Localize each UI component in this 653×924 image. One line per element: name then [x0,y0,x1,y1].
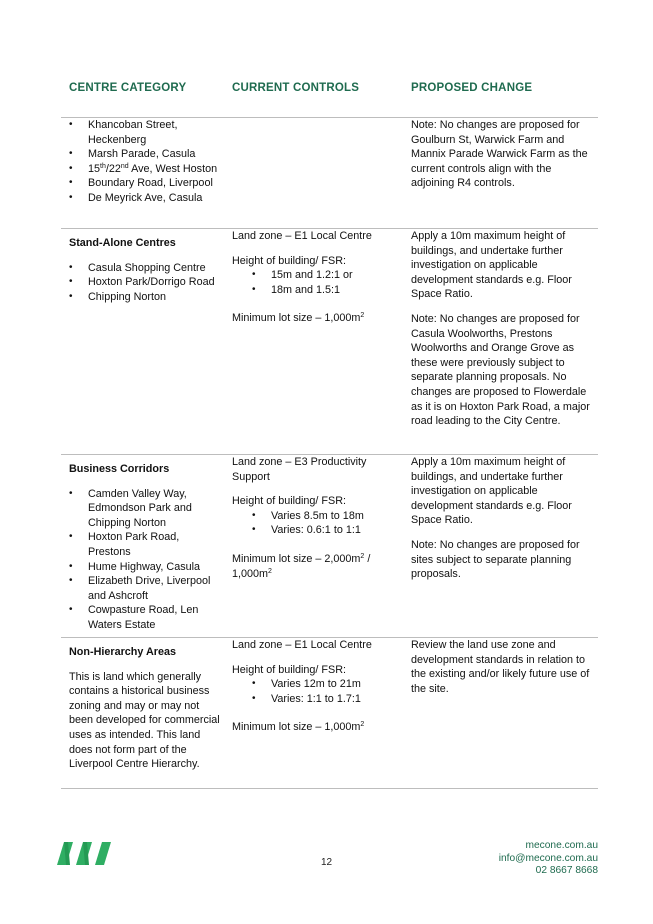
table-rule [61,788,598,789]
land-zone: Land zone – E3 Productivity Support [232,456,367,483]
category-description: This is land which generally contains a historical business zoning and may or may not been developed for commercial uses as intended. This land does not form part of the Liverpool Centre Hierarchy. [69,670,220,771]
row0-proposed-cell [411,118,594,191]
website-link[interactable]: mecone.com.au [525,840,598,851]
row1-proposed-cell [411,229,594,429]
category-title: Stand-Alone Centres [69,237,176,249]
category-title: Business Corridors [69,463,170,475]
list-item: • Casula Shopping Centre [69,261,221,276]
list-item: • Camden Valley Way, Edmondson Park and Chipping Norton [69,487,221,531]
row2-category-cell [69,462,221,633]
list-item: • 15th/22nd Ave, West Hoston [69,162,221,177]
phone-number: 02 8667 8668 [535,865,598,877]
height-item: • Varies: 0.6:1 to 1:1 [252,523,400,538]
contact-block [499,840,598,878]
height-item: • Varies 8.5m to 18m [252,509,400,524]
row3-current-cell [232,638,400,735]
land-zone: Land zone – E1 Local Centre [232,639,372,651]
proposed-note: Note: No changes are proposed for sites subject to separate planning proposals. [411,538,580,581]
min-lot-size: Minimum lot size – $1,000m^2$ [232,312,365,325]
list-item: • Cowpasture Road, Len Waters Estate [69,603,221,632]
proposed-note: Note: No changes are proposed for Casula Woolworths, Prestons Woolworths and Orange Grove as these were previously subject to separate planning proposals. No changes are proposed to Flowerdale as it is on Hoxton Park Road, a major road leading to the City Centre. [411,312,590,428]
row3-proposed-cell [411,638,594,696]
row1-current-cell [232,229,400,326]
header-current-controls: CURRENT CONTROLS [232,82,360,94]
height-item: • 15m and 1.2:1 or [252,268,400,283]
proposed-change: Apply a 10m maximum height of buildings, and undertake further investigation on applicable development standards e.g. Floor Space Ratio. [411,456,572,527]
min-lot-size: Minimum lot size – $2,000m^2 / 1,000m^2$ [232,552,371,580]
page-number: 12 [320,857,333,868]
header-proposed-change: PROPOSED CHANGE [411,82,533,94]
list-item: • Hume Highway, Casula [69,560,221,575]
height-item: • Varies 12m to 21m [252,677,400,692]
height-label: Height of building/ FSR: [232,663,347,676]
min-lot-size: Minimum lot size – $1,000m^2$ [232,721,365,734]
list-item: • Hoxton Park/Dorrigo Road [69,275,221,290]
land-zone: Land zone – E1 Local Centre [232,230,372,242]
category-title: Non-Hierarchy Areas [69,646,177,658]
row2-proposed-cell [411,455,594,582]
list-item: • Marsh Parade, Casula [69,147,221,162]
list-item: • De Meyrick Ave, Casula [69,191,221,206]
email-link[interactable]: info@mecone.com.au [498,852,598,864]
list-item: • Elizabeth Drive, Liverpool and Ashcroft [69,574,221,603]
proposed-note: Note: No changes are proposed for Goulburn St, Warwick Farm and Mannix Parade Warwick Farm as the current controls align with the adjoining R4 controls. [411,119,588,190]
row3-category-cell [69,645,221,772]
proposed-change: Apply a 10m maximum height of buildings, and undertake further investigation on applicable development standards e.g. Floor Space Ratio. [411,230,572,301]
row1-category-cell [69,236,221,304]
list-item: • Khancoban Street, Heckenberg [69,118,221,147]
height-label: Height of building/ FSR: [232,495,347,508]
height-item: • 18m and 1.5:1 [252,283,400,298]
height-label: Height of building/ FSR: [232,254,347,267]
proposed-change: Review the land use zone and development standards in relation to the existing and/or likely future use of the site. [411,639,590,695]
list-item: • Boundary Road, Liverpool [69,176,221,191]
header-centre-category: CENTRE CATEGORY [69,82,187,94]
row2-current-cell [232,455,400,581]
list-item: • Chipping Norton [69,290,221,305]
list-item: • Hoxton Park Road, Prestons [69,530,221,559]
height-item: • Varies: 1:1 to 1.7:1 [252,692,400,707]
row0-category-cell [69,118,221,206]
